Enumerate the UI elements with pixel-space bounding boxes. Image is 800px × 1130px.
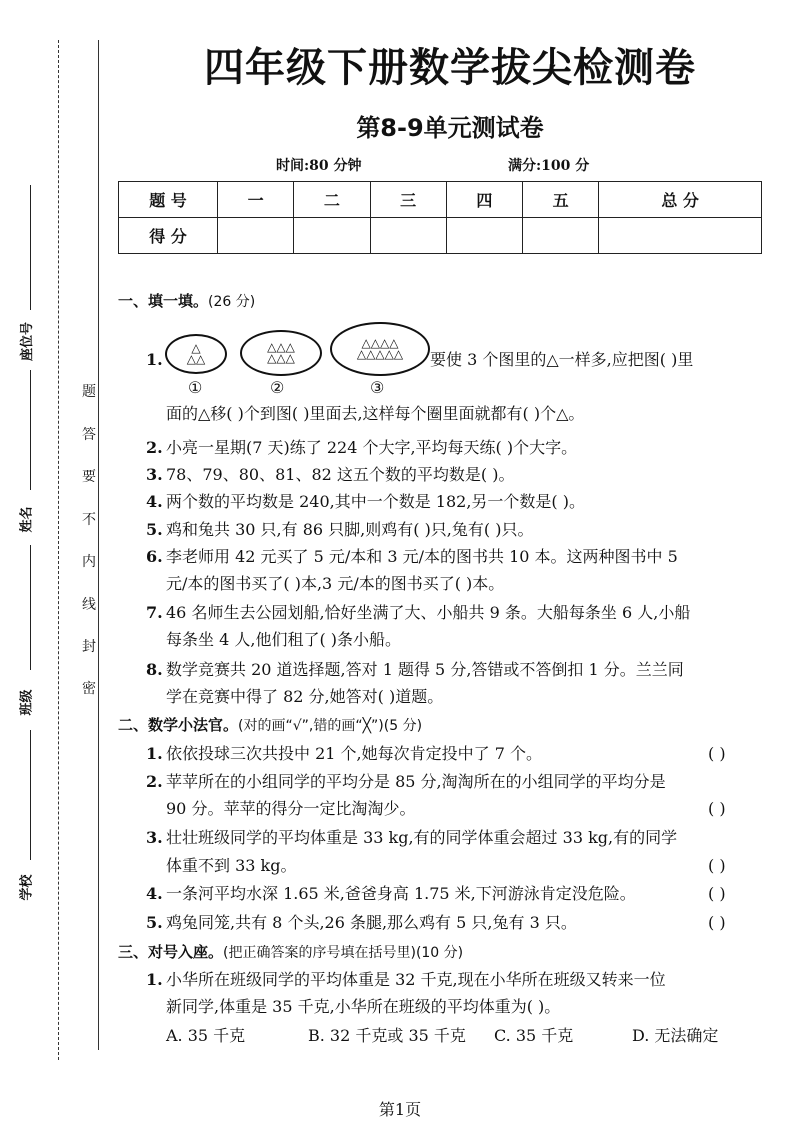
question-text: 两个数的平均数是 240,其中一个数是 182,另一个数是( )。 <box>166 492 585 511</box>
question-text: 小华所在班级同学的平均体重是 32 千克,现在小华所在班级又转来一位 <box>166 970 666 989</box>
question-number: 7. <box>146 603 163 622</box>
seat-number-line <box>30 185 31 310</box>
question-text: 小亮一星期(7 天)练了 224 个大字,平均每天练( )个大字。 <box>166 438 578 457</box>
seal-warning-char: 线 <box>82 597 96 613</box>
score-cell: 四 <box>446 182 522 218</box>
score-table-header-row <box>119 182 762 218</box>
exam-title: 四年级下册数学拔尖检测卷 <box>204 45 696 91</box>
question-number: 4. <box>146 884 163 903</box>
seal-warning-char: 不 <box>82 512 96 528</box>
score-table <box>118 181 762 254</box>
section-2-heading <box>118 714 422 735</box>
seal-warning-char: 封 <box>82 639 96 655</box>
question-number: 5. <box>146 520 163 539</box>
question-number: 4. <box>146 492 163 511</box>
option-a[interactable]: A. 35 千克 <box>166 1026 246 1045</box>
question-number: 3. <box>146 465 163 484</box>
question-text: 体重不到 33 kg。 <box>166 856 297 875</box>
score-table-score-row <box>119 218 762 254</box>
school-label: 学校 <box>19 874 35 901</box>
score-input-cell[interactable] <box>370 218 446 254</box>
seal-warning-char: 内 <box>82 554 96 570</box>
oval-label-2: ② <box>270 378 285 397</box>
answer-paren[interactable]: ( ) <box>708 884 726 903</box>
question-number: 5. <box>146 913 163 932</box>
triangle-group-oval-1: △ △△ <box>165 334 227 374</box>
question-number: 2. <box>146 772 163 791</box>
seal-warning-char: 题 <box>82 384 96 400</box>
answer-paren[interactable]: ( ) <box>708 799 726 818</box>
question-number: 3. <box>146 828 163 847</box>
question-text: 新同学,体重是 35 千克,小华所在班级的平均体重为( )。 <box>166 997 561 1016</box>
question-number: 1. <box>146 744 163 763</box>
question-text: 要使 3 个图里的△一样多,应把图( )里 <box>430 350 694 369</box>
question-text: 46 名师生去公园划船,恰好坐满了大、小船共 9 条。大船每条坐 6 人,小船 <box>166 603 691 622</box>
name-line <box>30 370 31 490</box>
section-1-heading <box>118 290 255 311</box>
class-line <box>30 545 31 670</box>
cut-dashed-line <box>58 40 59 1060</box>
triangle-group-oval-2: △△△ △△△ <box>240 330 322 376</box>
oval-label-3: ③ <box>370 378 385 397</box>
question-text: 元/本的图书买了( )本,3 元/本的图书买了( )本。 <box>166 574 505 593</box>
score-cell: 三 <box>370 182 446 218</box>
answer-paren[interactable]: ( ) <box>708 744 726 763</box>
exam-full-score: 满分:100 分 <box>508 158 590 174</box>
question-number: 6. <box>146 547 163 566</box>
score-cell: 五 <box>523 182 599 218</box>
question-text: 78、79、80、81、82 这五个数的平均数是( )。 <box>166 465 515 484</box>
section-3-title: 三、对号入座。 <box>118 943 224 961</box>
seal-warning-char: 要 <box>82 469 96 485</box>
section-1-points: (26 分) <box>208 294 256 310</box>
question-text: 一条河平均水深 1.65 米,爸爸身高 1.75 米,下河游泳肯定没危险。 <box>166 884 636 903</box>
margin-solid-line <box>98 40 99 1050</box>
score-cell: 二 <box>294 182 370 218</box>
question-text: 壮壮班级同学的平均体重是 33 kg,有的同学体重会超过 33 kg,有的同学 <box>166 828 678 847</box>
score-cell: 总 分 <box>599 182 762 218</box>
school-line <box>30 730 31 860</box>
question-text: 苹苹所在的小组同学的平均分是 85 分,淘淘所在的小组同学的平均分是 <box>166 772 666 791</box>
answer-paren[interactable]: ( ) <box>708 913 726 932</box>
question-text: 数学竞赛共 20 道选择题,答对 1 题得 5 分,答错或不答倒扣 1 分。兰兰同 <box>166 660 684 679</box>
option-c[interactable]: C. 35 千克 <box>494 1026 574 1045</box>
seat-number-label: 座位号 <box>20 321 36 362</box>
score-cell: 题 号 <box>119 182 218 218</box>
score-input-cell[interactable] <box>218 218 294 254</box>
class-label: 班级 <box>19 689 35 716</box>
question-text: 依依投球三次共投中 21 个,她每次肯定投中了 7 个。 <box>166 744 542 763</box>
page-number: 第1页 <box>378 1100 422 1119</box>
option-d[interactable]: D. 无法确定 <box>632 1026 719 1045</box>
oval-label-1: ① <box>188 378 203 397</box>
score-input-cell[interactable] <box>523 218 599 254</box>
section-3-note: (把正确答案的序号填在括号里)(10 分) <box>223 945 464 961</box>
section-2-title: 二、数学小法官。 <box>118 716 239 734</box>
question-text: 90 分。苹苹的得分一定比淘淘少。 <box>166 799 416 818</box>
section-2-note: (对的画“√”,错的画“╳”)(5 分) <box>238 718 423 734</box>
question-text: 面的△移( )个到图( )里面去,这样每个圈里面就都有( )个△。 <box>166 404 585 423</box>
question-number: 2. <box>146 438 163 457</box>
name-label: 姓名 <box>19 506 35 533</box>
question-number: 1. <box>146 350 163 369</box>
exam-time: 时间:80 分钟 <box>276 158 362 174</box>
section-1-title: 一、填一填。 <box>118 292 209 310</box>
question-text: 每条坐 4 人,他们租了( )条小船。 <box>166 630 402 649</box>
score-cell: 得 分 <box>119 218 218 254</box>
question-number: 1. <box>146 970 163 989</box>
answer-paren[interactable]: ( ) <box>708 856 726 875</box>
option-b[interactable]: B. 32 千克或 35 千克 <box>308 1026 466 1045</box>
seal-warning-char: 答 <box>82 427 96 443</box>
question-number: 8. <box>146 660 163 679</box>
section-3-heading <box>118 941 463 962</box>
question-text: 学在竞赛中得了 82 分,她答对( )道题。 <box>166 687 444 706</box>
triangle-group-oval-3: △△△△ △△△△△ <box>330 322 430 376</box>
score-input-cell[interactable] <box>599 218 762 254</box>
question-text: 鸡和兔共 30 只,有 86 只脚,则鸡有( )只,兔有( )只。 <box>166 520 534 539</box>
seal-warning-char: 密 <box>82 681 96 697</box>
question-text: 鸡兔同笼,共有 8 个头,26 条腿,那么鸡有 5 只,兔有 3 只。 <box>166 913 577 932</box>
exam-subtitle: 第8-9单元测试卷 <box>356 114 544 142</box>
question-text: 李老师用 42 元买了 5 元/本和 3 元/本的图书共 10 本。这两种图书中 5 <box>166 547 678 566</box>
score-input-cell[interactable] <box>446 218 522 254</box>
score-cell: 一 <box>218 182 294 218</box>
score-input-cell[interactable] <box>294 218 370 254</box>
